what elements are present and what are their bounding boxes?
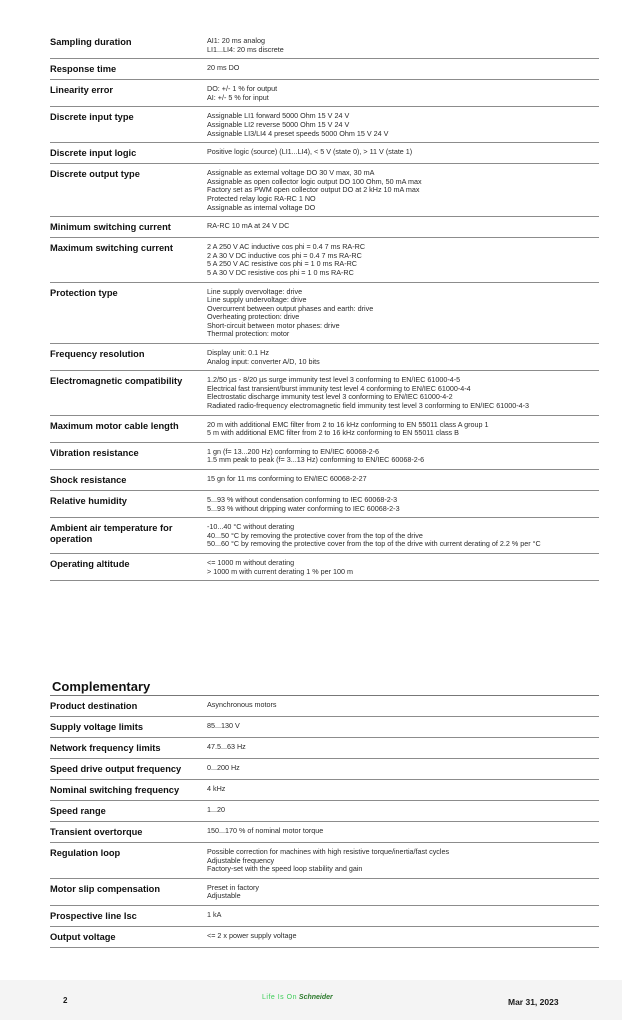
spec-row <box>50 59 599 80</box>
spec-value <box>207 217 599 238</box>
spec-value <box>207 553 599 580</box>
spec-value <box>207 696 599 717</box>
logo-brand: Schneider <box>298 994 333 1001</box>
spec-value-line: Factory-set with the speed loop stability and gain <box>207 864 363 874</box>
spec-value <box>207 107 599 143</box>
spec-row <box>50 164 599 217</box>
spec-value-line: AI: +/- 5 % for input <box>207 92 269 102</box>
spec-row <box>50 107 599 143</box>
spec-value-line: Assignable LI3/LI4 4 preset speeds 5000 Ohm 15 V 24 V <box>207 128 389 138</box>
spec-value-line: <= 2 x power supply voltage <box>207 930 297 940</box>
spec-label: Speed range <box>50 801 207 822</box>
spec-label: Speed drive output frequency <box>50 759 207 780</box>
spec-value <box>207 470 599 491</box>
spec-value <box>207 822 599 843</box>
spec-row <box>50 415 599 442</box>
spec-value-line: 50...60 °C by removing the protective cover from the top of the drive with current derating of 2.2 % per °C <box>207 539 541 549</box>
spec-value <box>207 143 599 164</box>
spec-value-line: Assignable as external voltage DO 30 V max, 30 mA <box>207 168 375 178</box>
spec-row <box>50 217 599 238</box>
spec-value-line: Analog input: converter A/D, 10 bits <box>207 356 320 366</box>
spec-row <box>50 780 599 801</box>
spec-value <box>207 32 599 59</box>
spec-label: Maximum switching current <box>50 238 207 282</box>
spec-row <box>50 80 599 107</box>
spec-value <box>207 878 599 905</box>
spec-row <box>50 282 599 344</box>
spec-value-line: 1.2/50 µs - 8/20 µs surge immunity test level 3 conforming to EN/IEC 61000-4-5 <box>207 375 461 385</box>
spec-label: Discrete output type <box>50 164 207 217</box>
spec-value-line: Adjustable frequency <box>207 855 275 865</box>
spec-value <box>207 518 599 554</box>
spec-value-line: Overheating protection: drive <box>207 312 300 322</box>
spec-value-line: 1...20 <box>207 805 225 814</box>
spec-row <box>50 470 599 491</box>
spec-value <box>207 238 599 282</box>
spec-row <box>50 442 599 469</box>
spec-label: Transient overtorque <box>50 822 207 843</box>
spec-value-line: Overcurrent between output phases and earth: drive <box>207 303 374 313</box>
spec-row <box>50 717 599 738</box>
spec-value-line: 20 m with additional EMC filter from 2 to 16 kHz conforming to EN 55011 class A group 1 <box>207 419 489 429</box>
spec-row <box>50 822 599 843</box>
spec-value-line: Short-circuit between motor phases: drive <box>207 320 340 330</box>
spec-label: Maximum motor cable length <box>50 415 207 442</box>
spec-value-line: 2 A 250 V AC inductive cos phi = 0.4 7 ms RA-RC <box>207 242 366 252</box>
spec-label: Supply voltage limits <box>50 717 207 738</box>
spec-label: Shock resistance <box>50 470 207 491</box>
spec-value-line: DO: +/- 1 % for output <box>207 84 278 94</box>
spec-value <box>207 926 599 947</box>
spec-value <box>207 164 599 217</box>
spec-value <box>207 780 599 801</box>
spec-label: Sampling duration <box>50 32 207 59</box>
spec-label: Operating altitude <box>50 553 207 580</box>
spec-value-line: Display unit: 0.1 Hz <box>207 348 269 358</box>
page-number: 2 <box>63 996 68 1005</box>
spec-value-line: Assignable LI1 forward 5000 Ohm 15 V 24 V <box>207 111 350 121</box>
spec-value-line: Possible correction for machines with high resistive torque/inertia/fast cycles <box>207 847 450 856</box>
spec-label: Vibration resistance <box>50 442 207 469</box>
complementary-spec-table <box>50 696 599 948</box>
spec-value <box>207 344 599 371</box>
spec-value-line: 1 kA <box>207 909 222 919</box>
spec-row <box>50 759 599 780</box>
spec-label: Frequency resolution <box>50 344 207 371</box>
spec-value-line: 1.5 mm peak to peak (f= 3...13 Hz) conforming to EN/IEC 60068-2-6 <box>207 455 425 465</box>
spec-value-line: Protected relay logic RA-RC 1 NO <box>207 193 316 203</box>
spec-value-line: 85...130 V <box>207 721 240 730</box>
spec-value-line: Radiated radio-frequency electromagnetic field immunity test level 3 conforming to EN/IEC 61000-4-3 <box>207 401 529 411</box>
spec-value-line: Assignable LI2 reverse 5000 Ohm 15 V 24 V <box>207 119 350 129</box>
spec-value-line: 20 ms DO <box>207 63 240 73</box>
spec-value-line: 47.5...63 Hz <box>207 742 246 751</box>
spec-value-line: Preset in factory <box>207 882 259 892</box>
spec-value-line: Thermal protection: motor <box>207 329 290 339</box>
spec-row <box>50 801 599 822</box>
spec-row <box>50 238 599 282</box>
spec-value-line: 1 gn (f= 13...200 Hz) conforming to EN/IEC 60068-2-6 <box>207 446 379 456</box>
spec-value-line: Adjustable <box>207 891 241 901</box>
spec-row <box>50 843 599 879</box>
spec-label: Motor slip compensation <box>50 878 207 905</box>
spec-label: Electromagnetic compatibility <box>50 371 207 415</box>
spec-label: Nominal switching frequency <box>50 780 207 801</box>
spec-value-line: 40...50 °C by removing the protective cover from the top of the drive <box>207 530 423 540</box>
spec-value <box>207 371 599 415</box>
spec-label: Protection type <box>50 282 207 344</box>
spec-label: Discrete input type <box>50 107 207 143</box>
spec-value-line: 5...93 % without condensation conforming to IEC 60068-2-3 <box>207 495 398 504</box>
spec-value-line: 15 gn for 11 ms conforming to EN/IEC 60068-2-27 <box>207 474 367 483</box>
spec-value-line: Electrical fast transient/burst immunity test level 4 conforming to EN/IEC 61000-4-4 <box>207 383 471 393</box>
spec-value <box>207 442 599 469</box>
spec-label: Ambient air temperature for operation <box>50 518 207 554</box>
spec-value-line: -10...40 °C without derating <box>207 522 295 532</box>
spec-label: Relative humidity <box>50 491 207 518</box>
spec-value-line: Positive logic (source) (LI1...LI4), < 5 V (state 0), > 11 V (state 1) <box>207 147 413 157</box>
spec-row <box>50 905 599 926</box>
spec-value-line: LI1...LI4: 20 ms discrete <box>207 44 284 54</box>
section-title-complementary: Complementary <box>52 679 151 694</box>
spec-value-line: Electrostatic discharge immunity test level 3 conforming to EN/IEC 61000-4-2 <box>207 392 453 402</box>
spec-value-line: 5 A 30 V DC resistive cos phi = 1 0 ms RA-RC <box>207 267 354 277</box>
spec-value-line: > 1000 m with current derating 1 % per 100 m <box>207 566 354 576</box>
spec-value-line: 5 A 250 V AC resistive cos phi = 1 0 ms RA-RC <box>207 259 358 269</box>
spec-value-line: Line supply overvoltage: drive <box>207 286 303 296</box>
spec-row <box>50 553 599 580</box>
spec-row <box>50 344 599 371</box>
spec-value <box>207 415 599 442</box>
spec-label: Discrete input logic <box>50 143 207 164</box>
spec-row <box>50 738 599 759</box>
spec-label: Regulation loop <box>50 843 207 879</box>
spec-label: Minimum switching current <box>50 217 207 238</box>
spec-value <box>207 905 599 926</box>
schneider-logo <box>262 994 333 1001</box>
spec-value <box>207 738 599 759</box>
spec-value-line: Assignable as internal voltage DO <box>207 202 316 212</box>
spec-row <box>50 143 599 164</box>
spec-value-line: RA-RC 10 mA at 24 V DC <box>207 221 290 231</box>
technical-spec-table <box>50 32 599 581</box>
spec-value <box>207 843 599 879</box>
spec-value <box>207 80 599 107</box>
spec-value-line: 0...200 Hz <box>207 763 240 772</box>
spec-value <box>207 759 599 780</box>
spec-value <box>207 491 599 518</box>
spec-row <box>50 878 599 905</box>
spec-value-line: <= 1000 m without derating <box>207 557 295 567</box>
footer-date: Mar 31, 2023 <box>508 997 559 1007</box>
spec-value <box>207 801 599 822</box>
spec-row <box>50 371 599 415</box>
logo-tagline: Life Is On <box>262 994 297 1001</box>
spec-value-line: 5 m with additional EMC filter from 2 to 16 kHz conforming to EN 55011 class B <box>207 428 459 438</box>
spec-row <box>50 32 599 59</box>
spec-value <box>207 59 599 80</box>
spec-value-line: AI1: 20 ms analog <box>207 36 265 45</box>
spec-label: Output voltage <box>50 926 207 947</box>
spec-row <box>50 926 599 947</box>
spec-value-line: 5...93 % without dripping water conforming to IEC 60068-2-3 <box>207 503 400 513</box>
spec-value-line: Assignable as open collector logic output DO 100 Ohm, 50 mA max <box>207 176 422 186</box>
spec-row <box>50 518 599 554</box>
spec-value-line: Line supply undervoltage: drive <box>207 295 307 305</box>
spec-value <box>207 282 599 344</box>
spec-value-line: 150...170 % of nominal motor torque <box>207 826 324 835</box>
spec-label: Response time <box>50 59 207 80</box>
spec-value-line: Asynchronous motors <box>207 700 277 709</box>
spec-label: Prospective line Isc <box>50 905 207 926</box>
spec-label: Linearity error <box>50 80 207 107</box>
spec-value-line: 4 kHz <box>207 784 226 793</box>
spec-value <box>207 717 599 738</box>
spec-label: Product destination <box>50 696 207 717</box>
spec-row <box>50 491 599 518</box>
spec-label: Network frequency limits <box>50 738 207 759</box>
spec-value-line: Factory set as PWM open collector output DO at 2 kHz 10 mA max <box>207 185 420 195</box>
spec-value-line: 2 A 30 V DC inductive cos phi = 0.4 7 ms RA-RC <box>207 250 362 260</box>
spec-row <box>50 696 599 717</box>
